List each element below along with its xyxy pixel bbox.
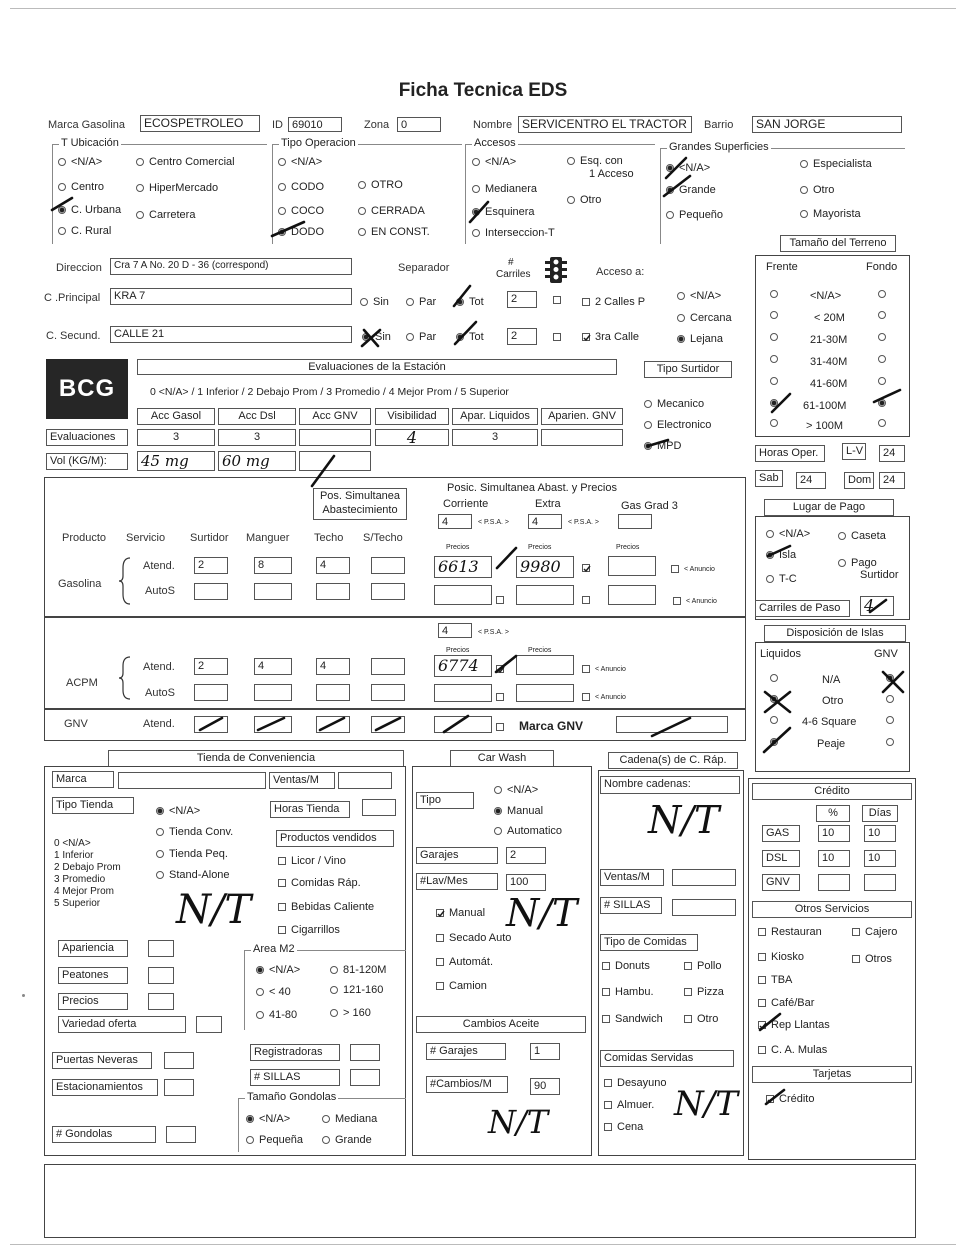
vol-label: Vol (KG/M):	[46, 453, 128, 470]
corriente-label: Corriente	[443, 498, 489, 510]
barrio-label: Barrio	[704, 119, 734, 131]
area-41-80[interactable]: 41-80	[256, 1009, 297, 1022]
area-81-120[interactable]: 81-120M	[330, 964, 386, 977]
pago-caseta[interactable]: Caseta	[838, 530, 886, 543]
evaluaciones-scale: 0 <N/A> / 1 Inferior / 2 Debajo Prom / 3 Promedio / 4 Mejor Prom / 5 Superior	[150, 386, 509, 398]
area-40[interactable]: < 40	[256, 986, 291, 999]
acpm-atend-techo[interactable]: 4	[316, 658, 350, 675]
acpm-precios-label-1: Precios	[446, 647, 470, 654]
nombre-cadenas-label: Nombre cadenas:	[600, 776, 740, 794]
gasolina-atend-techo[interactable]: 4	[316, 557, 350, 574]
horas-dom[interactable]: 24	[879, 472, 905, 489]
area-160[interactable]: > 160	[330, 1007, 371, 1020]
disposicion-otro-label: Otro	[822, 695, 844, 707]
direccion-label: Direccion	[56, 262, 102, 274]
tienda-tipo-stand[interactable]: Stand-Alone	[156, 869, 230, 882]
gondola-pequena[interactable]: Pequeña	[246, 1134, 303, 1147]
credito-dsl-label: DSL	[762, 850, 800, 867]
gasolina-anuncio-1[interactable]: < Anuncio	[671, 563, 715, 576]
col-s-techo: S/Techo	[363, 532, 403, 544]
carwash-automat[interactable]: Automát.	[436, 956, 493, 969]
c-principal-par[interactable]: Par	[406, 296, 436, 309]
c-secund-tot[interactable]: Tot	[456, 331, 484, 344]
surtidor-electronico[interactable]: Electronico	[644, 419, 711, 432]
c-secund-par[interactable]: Par	[406, 331, 436, 344]
disposicion-liquidos: Liquidos	[760, 648, 801, 660]
carwash-tipo-automatico[interactable]: Automatico	[494, 825, 562, 838]
tienda-tipo-na[interactable]: <N/A>	[156, 805, 200, 818]
extra-pos[interactable]: 4	[528, 514, 562, 529]
accesos-medianera[interactable]: Medianera	[472, 183, 537, 196]
disposicion-gnv: GNV	[874, 648, 898, 660]
vol-gasol[interactable]: 45 mg	[137, 451, 215, 471]
tienda-scale: 0 <N/A> 1 Inferior 2 Debajo Prom 3 Promedio 4 Mejor Prom 5 Superior	[54, 838, 121, 909]
cadenas-nt-handwritten: N/T	[648, 798, 720, 842]
credito-pct-header: %	[816, 805, 850, 822]
ubicacion-urbana[interactable]: C. Urbana	[58, 204, 121, 217]
carriles-hash: #	[508, 257, 514, 268]
operacion-en-const[interactable]: EN CONST.	[358, 226, 430, 239]
pago-na[interactable]: <N/A>	[766, 528, 810, 541]
horas-lv-label: L-V	[842, 443, 866, 460]
c-principal-label: C .Principal	[44, 292, 101, 304]
precios-label-3: Precios	[616, 544, 640, 551]
servidas-nt-handwritten: N/T	[674, 1084, 738, 1124]
tarjetas-title: Tarjetas	[752, 1066, 912, 1083]
producto-comidas[interactable]: Comidas Ráp.	[278, 877, 361, 890]
accesos-esq-con[interactable]: Esq. con	[567, 155, 623, 168]
credito-dsl-pct[interactable]: 10	[818, 850, 850, 867]
accesos-otro[interactable]: Otro	[567, 194, 601, 207]
terreno-40-label: 31-40M	[810, 356, 848, 368]
bottom-rule	[10, 1244, 956, 1245]
eval-apar-liquidos[interactable]: 3	[452, 429, 538, 446]
gondola-na[interactable]: <N/A>	[246, 1113, 290, 1126]
ubicacion-rural[interactable]: C. Rural	[58, 225, 111, 238]
estacionamientos-label: Estacionamientos	[52, 1079, 158, 1096]
area-legend: Area M2	[253, 943, 295, 955]
tienda-tipo-peq[interactable]: Tienda Peq.	[156, 848, 228, 861]
gnv-atend-label: Atend.	[143, 718, 175, 730]
eval-apariencia-label: Apariencia	[58, 940, 128, 957]
lav-mes-label: #Lav/Mes	[416, 873, 498, 890]
pago-surtidor-label: Surtidor	[860, 569, 899, 581]
accesos-esquinera[interactable]: Esquinera	[472, 206, 535, 219]
tienda-ventas-label: Ventas/M	[269, 772, 335, 789]
surtidor-mecanico[interactable]: Mecanico	[644, 398, 704, 411]
cambios-mes-label: #Cambios/M	[426, 1076, 508, 1093]
terreno-100-label: 61-100M	[803, 400, 847, 412]
acpm-psa: < P.S.A. >	[478, 629, 510, 636]
servicio-restauran[interactable]: Restauran	[758, 926, 822, 939]
comida-hambu[interactable]: Hambu.	[602, 986, 654, 999]
c-secund-label: C. Secund.	[46, 330, 101, 342]
servidas-title: Comidas Servidas	[600, 1050, 734, 1067]
operacion-otro[interactable]: OTRO	[358, 179, 403, 192]
eval-col-visibilidad: Visibilidad	[375, 408, 449, 425]
credito-gnv-label: GNV	[762, 874, 800, 891]
acceso-a-label: Acceso a:	[596, 266, 645, 278]
marca-field[interactable]: ECOSPETROLEO	[140, 115, 260, 132]
operacion-coco[interactable]: COCO	[278, 205, 324, 218]
garajes-label: Garajes	[416, 847, 498, 864]
gas-grad3-label: Gas Grad 3	[621, 500, 678, 512]
tienda-title: Tienda de Conveniencia	[108, 750, 404, 767]
servicio-kiosko[interactable]: Kiosko	[758, 951, 804, 964]
gasolina-autos-label: AutoS	[145, 585, 175, 597]
comida-pollo[interactable]: Pollo	[684, 960, 721, 973]
c-principal-tot[interactable]: Tot	[456, 296, 484, 309]
area-121-160[interactable]: 121-160	[330, 984, 383, 997]
servicio-rep-llantas[interactable]: Rep Llantas	[758, 1019, 830, 1032]
pago-tc[interactable]: T-C	[766, 573, 797, 586]
servida-desayuno[interactable]: Desayuno	[604, 1077, 667, 1090]
acpm-precios-label-2: Precios	[528, 647, 552, 654]
eval-acc-dsl[interactable]: 3	[218, 429, 296, 446]
zona-label: Zona	[364, 119, 390, 131]
horas-dom-label: Dom	[844, 472, 874, 489]
comida-otro[interactable]: Otro	[684, 1013, 718, 1026]
credito-gas-label: GAS	[762, 825, 800, 842]
eval-col-apar-liquidos: Apar. Liquidos	[452, 408, 538, 425]
bcg-logo: BCG	[46, 359, 128, 419]
superficie-pequeno[interactable]: Pequeño	[666, 209, 723, 222]
horas-oper-label: Horas Oper.	[755, 445, 825, 462]
servicio-tba[interactable]: TBA	[758, 974, 792, 987]
acpm-label: ACPM	[66, 677, 98, 689]
separador-label: Separador	[398, 262, 450, 274]
c-secund-sin[interactable]: Sin	[362, 331, 391, 344]
terreno-frente: Frente	[766, 261, 798, 273]
accesos-interseccion[interactable]: Interseccion-T	[472, 227, 555, 240]
superficie-mayorista[interactable]: Mayorista	[800, 208, 861, 221]
c-principal-calles[interactable]: 2 Calles P	[582, 296, 645, 309]
nombre-field[interactable]: SERVICENTRO EL TRACTOR	[518, 116, 692, 133]
carwash-camion[interactable]: Camion	[436, 980, 487, 993]
tipo-operacion-legend: Tipo Operacion	[281, 137, 356, 149]
producto-cigarrillos[interactable]: Cigarrillos	[278, 924, 340, 937]
acpm-atend-surtidor[interactable]: 2	[194, 658, 228, 675]
disposicion-na-label: N/A	[822, 674, 841, 686]
carwash-tipo-na[interactable]: <N/A>	[494, 784, 538, 797]
evaluaciones-row-label: Evaluaciones	[46, 429, 128, 446]
credito-gas-pct[interactable]: 10	[818, 825, 850, 842]
terreno-title: Tamaño del Terreno	[780, 235, 896, 252]
acpm-atend-manguer[interactable]: 4	[254, 658, 292, 675]
eval-col-acc-gasol: Acc Gasol	[137, 408, 215, 425]
eval-acc-gasol[interactable]: 3	[137, 429, 215, 446]
eval-col-acc-gnv: Acc GNV	[299, 408, 371, 425]
credito-dias-header: Días	[862, 805, 898, 822]
cadenas-title: Cadena(s) de C. Ráp.	[608, 752, 738, 769]
gasolina-precio-extra[interactable]: 9980	[516, 556, 574, 578]
acceso-lejana[interactable]: Lejana	[677, 333, 723, 346]
gondola-grande[interactable]: Grande	[322, 1134, 372, 1147]
num-garajes-label: # Garajes	[426, 1043, 506, 1060]
num-gondolas-label: # Gondolas	[52, 1126, 156, 1143]
servicio-cajero[interactable]: Cajero	[852, 926, 897, 939]
acpm-anuncio-1[interactable]: < Anuncio	[582, 663, 626, 676]
col-manguer: Manguer	[246, 532, 290, 544]
credito-title: Crédito	[752, 783, 912, 800]
grandes-superficies-legend: Grandes Superficies	[669, 141, 769, 153]
vol-dsl[interactable]: 60 mg	[218, 451, 296, 471]
credito-gas-dias[interactable]: 10	[864, 825, 896, 842]
id-field[interactable]: 69010	[288, 117, 342, 132]
zona-field[interactable]: 0	[397, 117, 441, 132]
accesos-1-acceso: 1 Acceso	[589, 168, 634, 180]
margin-dot	[22, 994, 25, 997]
c-principal-sin[interactable]: Sin	[360, 296, 389, 309]
operacion-cerrada[interactable]: CERRADA	[358, 205, 425, 218]
carwash-manual[interactable]: Manual	[436, 907, 485, 920]
comida-pizza[interactable]: Pizza	[684, 986, 724, 999]
tienda-tipo-conv[interactable]: Tienda Conv.	[156, 826, 233, 839]
acceso-cercana[interactable]: Cercana	[677, 312, 732, 325]
cadenas-ventas-label: Ventas/M	[600, 869, 664, 886]
lav-mes[interactable]: 100	[506, 874, 546, 891]
productos-title: Productos vendidos	[276, 830, 394, 847]
horas-sab-label: Sab	[755, 470, 783, 487]
terreno-mas-label: > 100M	[806, 420, 843, 432]
eval-variedad-label: Variedad oferta	[58, 1016, 186, 1033]
terreno-fondo: Fondo	[866, 261, 898, 273]
col-servicio: Servicio	[126, 532, 166, 544]
gasolina-anuncio-2[interactable]: < Anuncio	[673, 595, 717, 608]
nombre-label: Nombre	[473, 119, 513, 131]
surtidor-mpd[interactable]: MPD	[644, 440, 681, 453]
terreno-na-label: <N/A>	[810, 290, 842, 302]
pos-simultanea-title: Pos. Simultanea Abastecimiento	[313, 488, 407, 520]
precios-label-1: Precios	[446, 544, 470, 551]
extra-psa: < P.S.A. >	[568, 519, 600, 526]
pago-isla[interactable]: Isla	[766, 549, 796, 562]
c-secund-field[interactable]: CALLE 21	[110, 326, 352, 343]
superficie-otro[interactable]: Otro	[800, 184, 834, 197]
acpm-atend-label: Atend.	[143, 661, 175, 673]
ubicacion-centro[interactable]: Centro	[58, 181, 104, 194]
lugar-pago-title: Lugar de Pago	[764, 499, 894, 516]
horas-tienda-label: Horas Tienda	[270, 801, 350, 818]
tarjeta-credito[interactable]: Crédito	[766, 1093, 814, 1106]
carwash-secado[interactable]: Secado Auto	[436, 932, 511, 945]
marca-label: Marca Gasolina	[48, 119, 126, 131]
comida-sandwich[interactable]: Sandwich	[602, 1013, 663, 1026]
col-surtidor: Surtidor	[190, 532, 229, 544]
operacion-dodo[interactable]: DODO	[278, 226, 324, 239]
tipo-tienda-label: Tipo Tienda	[52, 797, 134, 814]
ubicacion-legend: T Ubicación	[61, 137, 119, 149]
comida-donuts[interactable]: Donuts	[602, 960, 650, 973]
cadenas-sillas-label: # SILLAS	[600, 897, 662, 914]
superficie-grande[interactable]: Grande	[666, 184, 716, 197]
carriles-label: Carriles	[496, 269, 531, 280]
operacion-na[interactable]: <N/A>	[278, 156, 322, 169]
tipo-comidas-label: Tipo de Comidas	[600, 934, 698, 951]
c-secund-3ra-calle[interactable]: 3ra Calle	[582, 331, 639, 344]
corriente-pos[interactable]: 4	[438, 514, 472, 529]
servida-cena[interactable]: Cena	[604, 1121, 643, 1134]
producto-bebidas[interactable]: Bebidas Caliente	[278, 901, 374, 914]
c-principal-carriles[interactable]: 2	[507, 291, 537, 308]
acpm-autos-label: AutoS	[145, 687, 175, 699]
carwash-nt-handwritten: N/T	[506, 891, 578, 935]
eval-precios-label: Precios	[58, 993, 128, 1010]
carwash-tipo-label: Tipo	[416, 792, 474, 809]
otros-servicios-title: Otros Servicios	[752, 901, 912, 918]
garajes[interactable]: 2	[506, 847, 546, 864]
ubicacion-na[interactable]: <N/A>	[58, 156, 102, 169]
acpm-pos[interactable]: 4	[438, 623, 472, 638]
page-title: Ficha Tecnica EDS	[398, 80, 568, 101]
producto-licor[interactable]: Licor / Vino	[278, 855, 346, 868]
gnv-marca[interactable]: Marca GNV	[496, 720, 583, 733]
pos-precios-title: Posic. Simultanea Abast. y Precios	[447, 482, 617, 494]
eval-col-acc-dsl: Acc Dsl	[218, 408, 296, 425]
gasolina-precio-corriente[interactable]: 6613	[434, 556, 492, 578]
c-principal-field[interactable]: KRA 7	[110, 288, 352, 305]
num-garajes[interactable]: 1	[530, 1043, 560, 1060]
disposicion-title: Disposición de Islas	[764, 625, 906, 642]
disposicion-peaje-label: Peaje	[817, 738, 846, 750]
cambios-title: Cambios Aceite	[416, 1016, 586, 1033]
carwash-tipo-manual[interactable]: Manual	[494, 805, 543, 818]
id-label: ID	[272, 119, 283, 131]
ubicacion-hipermercado[interactable]: HiperMercado	[136, 182, 218, 195]
gasolina-atend-label: Atend.	[143, 560, 175, 572]
barrio-field[interactable]: SAN JORGE	[752, 116, 902, 133]
tienda-nt-handwritten: N/T	[176, 887, 252, 933]
area-na[interactable]: <N/A>	[256, 964, 300, 977]
cambios-mes[interactable]: 90	[530, 1078, 560, 1095]
credito-dsl-dias[interactable]: 10	[864, 850, 896, 867]
direccion-field[interactable]: Cra 7 A No. 20 D - 36 (correspond)	[110, 258, 352, 275]
superficie-especialista[interactable]: Especialista	[800, 158, 872, 171]
ubicacion-carretera[interactable]: Carretera	[136, 209, 195, 222]
servida-almuer[interactable]: Almuer.	[604, 1099, 654, 1112]
gnv-label: GNV	[64, 718, 88, 730]
gasolina-atend-manguer[interactable]: 8	[254, 557, 292, 574]
eval-visibilidad[interactable]: 4	[375, 429, 449, 446]
tienda-sillas-label: # SILLAS	[250, 1069, 340, 1086]
terreno-30-label: 21-30M	[810, 334, 848, 346]
extra-label: Extra	[535, 498, 561, 510]
corriente-psa: < P.S.A. >	[478, 519, 510, 526]
eval-col-aparien-gnv: Aparien. GNV	[541, 408, 623, 425]
precios-label-2: Precios	[528, 544, 552, 551]
carwash-title: Car Wash	[450, 750, 554, 767]
acpm-anuncio-2[interactable]: < Anuncio	[582, 691, 626, 704]
superficie-na[interactable]: <N/A>	[666, 162, 710, 175]
accesos-na[interactable]: <N/A>	[472, 156, 516, 169]
terreno-60-label: 41-60M	[810, 378, 848, 390]
servicio-cafe[interactable]: Café/Bar	[758, 997, 814, 1010]
pago-surtidor[interactable]: Pago	[838, 557, 877, 570]
gasolina-atend-surtidor[interactable]: 2	[194, 557, 228, 574]
eval-peatones-label: Peatones	[58, 967, 128, 984]
accesos-legend: Accesos	[474, 137, 516, 149]
ubicacion-centro-comercial[interactable]: Centro Comercial	[136, 156, 235, 169]
operacion-codo[interactable]: CODO	[278, 181, 324, 194]
disposicion-square-label: 4-6 Square	[802, 716, 857, 728]
gondolas-legend: Tamaño Gondolas	[247, 1091, 337, 1103]
tienda-marca-label: Marca	[52, 771, 114, 788]
terreno-20-label: < 20M	[814, 312, 845, 324]
gondola-mediana[interactable]: Mediana	[322, 1113, 377, 1126]
carriles-paso[interactable]: 4	[860, 596, 894, 616]
col-techo: Techo	[314, 532, 344, 544]
servicio-otros[interactable]: Otros	[852, 953, 892, 966]
col-producto: Producto	[62, 532, 107, 544]
tipo-surtidor-title: Tipo Surtidor	[644, 361, 732, 378]
horas-lv[interactable]: 24	[879, 445, 905, 462]
registradoras-label: Registradoras	[250, 1044, 340, 1061]
carriles-paso-label: Carriles de Paso	[755, 600, 850, 617]
acpm-precio[interactable]: 6774	[434, 655, 492, 677]
evaluaciones-title: Evaluaciones de la Estación	[137, 359, 617, 375]
cambios-nt-handwritten: N/T	[488, 1103, 549, 1141]
gasolina-label: Gasolina	[58, 578, 102, 590]
puertas-label: Puertas Neveras	[52, 1052, 152, 1069]
horas-sab[interactable]: 24	[796, 472, 826, 489]
servicio-mulas[interactable]: C. A. Mulas	[758, 1044, 827, 1057]
acceso-na[interactable]: <N/A>	[677, 290, 721, 303]
c-secund-carriles[interactable]: 2	[507, 328, 537, 345]
